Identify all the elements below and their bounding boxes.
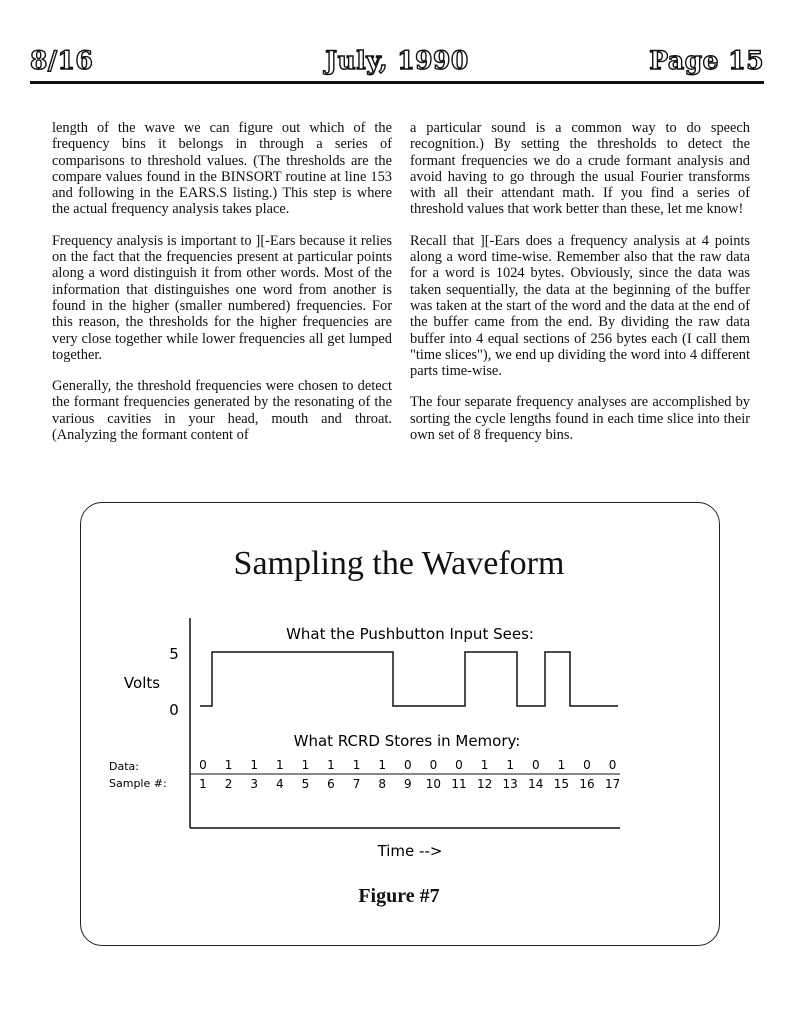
sample-number: 8 bbox=[378, 777, 387, 791]
paragraph: a particular sound is a common way to do speech recognition.) By setting the thresholds to detect the formant frequencies we do a crude formant analysis and avoid having to go through the usual Fourier transforms with all their attendant math. If you find a series of threshold values that work better than these, let me know! bbox=[410, 120, 750, 218]
square-wave-signal bbox=[200, 652, 618, 706]
paragraph: Generally, the threshold frequencies were chosen to detect the formant frequencies generated by the resonating of the various cavities in your head, mouth and throat. (Analyzing the formant content of bbox=[52, 378, 392, 444]
data-bit: 0 bbox=[199, 758, 207, 772]
data-bit: 1 bbox=[352, 758, 361, 772]
sample-number: 14 bbox=[528, 777, 544, 791]
sample-number: 16 bbox=[579, 777, 595, 791]
sample-number: 7 bbox=[352, 777, 361, 791]
sample-number: 3 bbox=[250, 777, 259, 791]
sample-number: 5 bbox=[301, 777, 310, 791]
sample-number: 4 bbox=[275, 777, 284, 791]
data-bit: 0 bbox=[455, 758, 463, 772]
data-bit: 1 bbox=[301, 758, 310, 772]
y-tick-high: 5 bbox=[169, 645, 179, 663]
paragraph: The four separate frequency analyses are accomplished by sorting the cycle lengths found in each time slice into their own set of 8 frequency bins. bbox=[410, 394, 750, 444]
sample-number: 1 bbox=[199, 777, 207, 791]
sample-number: 13 bbox=[502, 777, 518, 791]
sample-numbers bbox=[199, 777, 620, 791]
sample-number: 10 bbox=[425, 777, 442, 791]
data-bit: 0 bbox=[403, 758, 412, 772]
y-axis-label: Volts bbox=[123, 674, 161, 692]
data-row-label: Data: bbox=[109, 760, 139, 773]
y-tick-low: 0 bbox=[169, 701, 179, 719]
paragraph: Frequency analysis is important to ][-Ears because it relies on the fact that the frequencies present at particular points along a word distinguish it from other words. Most of the information that distinguishes one word from another is found in the higher (smaller numbered) frequencies. For this reason, the thresholds for the higher frequencies are very close together while lower frequencies all get lumped together. bbox=[52, 232, 392, 363]
sample-number: 2 bbox=[224, 777, 233, 791]
data-bit: 0 bbox=[583, 758, 591, 772]
sample-number: 11 bbox=[451, 777, 467, 791]
data-bit: 0 bbox=[608, 758, 617, 772]
sample-number: 17 bbox=[604, 777, 621, 791]
data-bit: 1 bbox=[224, 758, 233, 772]
sample-number: 12 bbox=[476, 777, 493, 791]
data-bit: 1 bbox=[327, 758, 335, 772]
data-bit: 1 bbox=[250, 758, 259, 772]
data-bit: 1 bbox=[506, 758, 515, 772]
signal-label: What the Pushbutton Input Sees: bbox=[286, 625, 534, 643]
sample-number: 9 bbox=[403, 777, 412, 791]
x-axis-label: Time --> bbox=[377, 842, 443, 860]
paragraph: length of the wave we can figure out which of the frequency bins it belongs in through a series of comparisons to threshold values. (The thresholds are the compare values found in the BINSORT routine at line 153 and following in the EARS.S listing.) This step is where the actual frequency analysis takes place. bbox=[52, 120, 392, 218]
data-bit: 1 bbox=[378, 758, 387, 772]
sample-row-label: Sample #: bbox=[109, 777, 167, 790]
data-bit: 0 bbox=[429, 758, 438, 772]
sample-number: 6 bbox=[327, 777, 335, 791]
data-bit: 1 bbox=[557, 758, 566, 772]
issue-number: 8/16 bbox=[30, 46, 94, 75]
issue-date: July, 1990 bbox=[325, 46, 469, 75]
paragraph: Recall that ][-Ears does a frequency analysis at 4 points along a word time-wise. Remember also that the raw data for a word is 1024 bytes. Obviously, since the data was taken sequentially, the data at the beginning of the buffer was taken at the start of the word and the data at the end of the buffer came from the end. By dividing the raw data buffer into 4 equal sections of 256 bytes each (I call them "time slices"), we end up dividing the word into 4 different parts time-wise. bbox=[410, 232, 750, 380]
data-bit: 1 bbox=[480, 758, 489, 772]
memory-label: What RCRD Stores in Memory: bbox=[293, 732, 521, 750]
data-bit: 0 bbox=[531, 758, 540, 772]
data-bits bbox=[199, 758, 616, 772]
sample-number: 15 bbox=[553, 777, 570, 791]
data-bit: 1 bbox=[275, 758, 284, 772]
figure-title: Sampling the Waveform bbox=[233, 545, 565, 582]
figure-caption: Figure #7 bbox=[358, 885, 440, 907]
page-number: Page 15 bbox=[649, 46, 764, 75]
